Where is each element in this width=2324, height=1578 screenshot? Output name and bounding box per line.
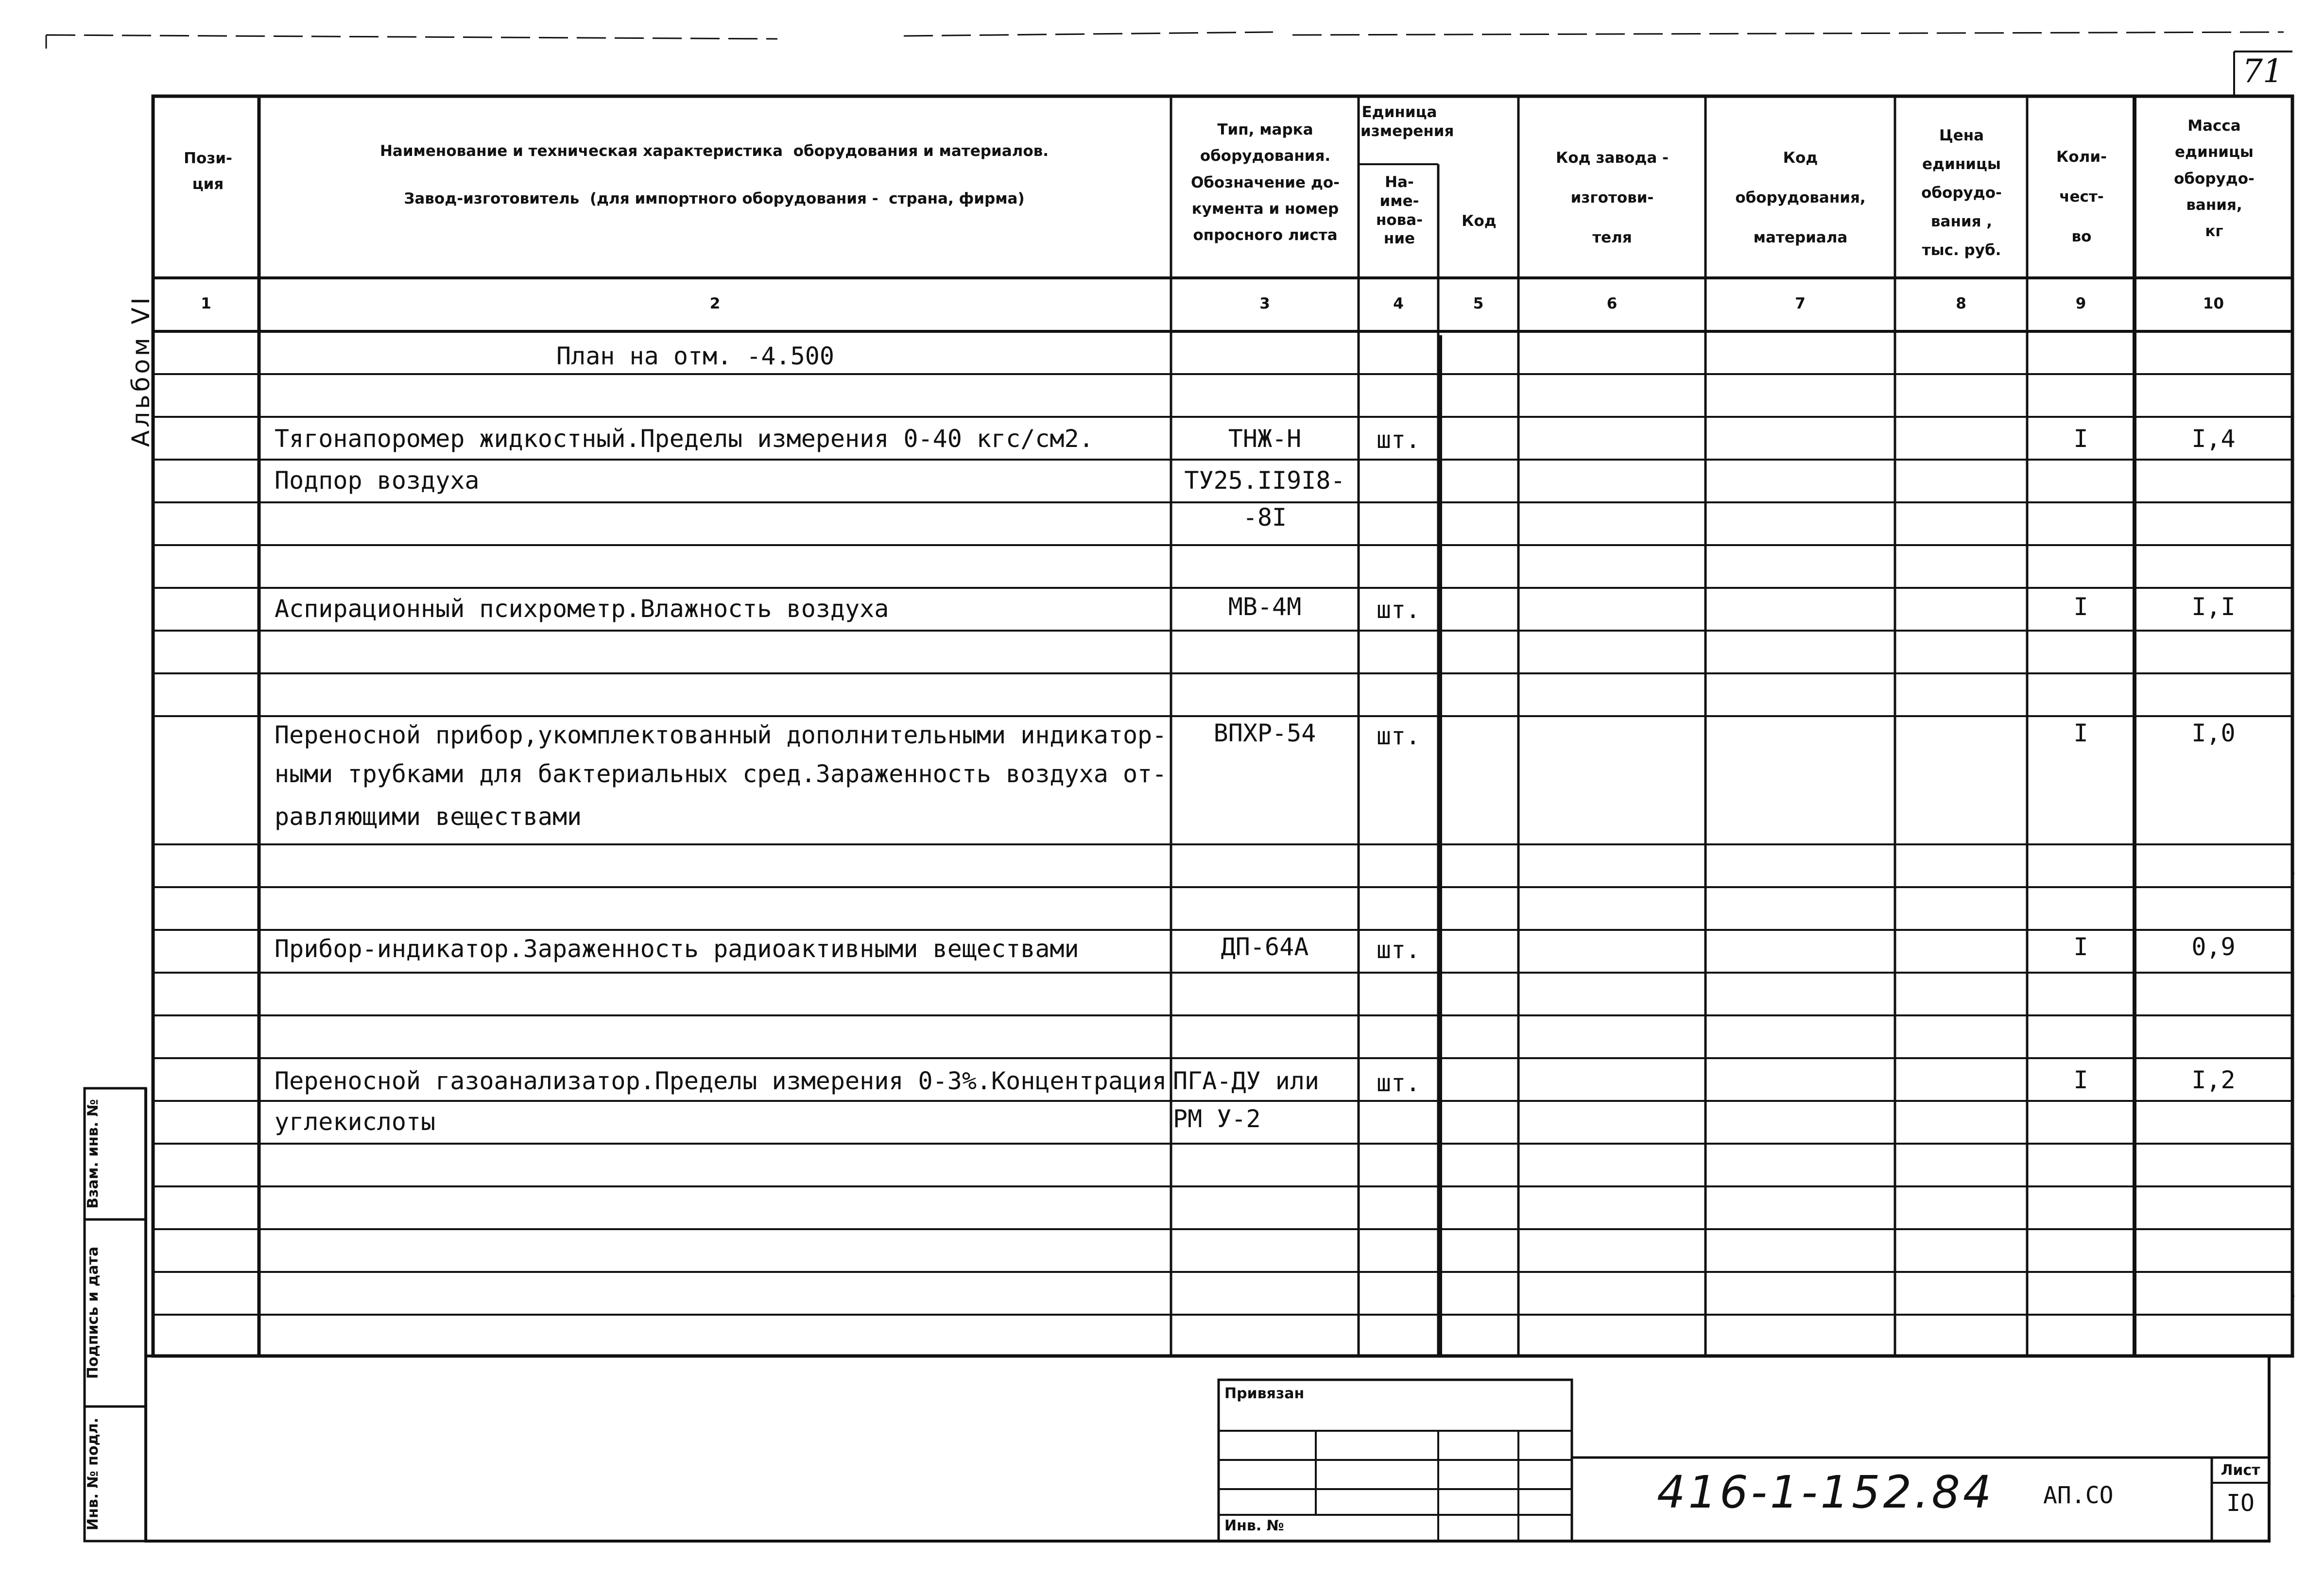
row-5-name-line1: Переносной газоанализатор.Пределы измерения 0-3%.Концентрация — [275, 1067, 1167, 1095]
row-3-unit: шт. — [1376, 722, 1421, 750]
stamp-inv-original: Инв. № подл. — [85, 1417, 102, 1531]
row-2-name-line1: Аспирационный психрометр.Влажность воздуха — [275, 595, 889, 623]
title-inv-no: Инв. № — [1224, 1517, 1284, 1534]
row-5-unit: шт. — [1376, 1069, 1421, 1097]
col-number-4: 4 — [1393, 295, 1404, 312]
row-5-type-line1: ПГА-ДУ или — [1173, 1067, 1320, 1095]
section-title: План на отм. -4.500 — [556, 342, 834, 370]
row-1-name-line2: Подпор воздуха — [275, 466, 480, 495]
col-number-10: 10 — [2203, 295, 2224, 312]
row-1-type-line2: ТУ25.II9I8- — [1184, 466, 1345, 495]
row-5-name-line2: углекислоты — [275, 1108, 436, 1136]
header-type: Тип, марка оборудования. Обозначение до- кумента и номер опросного листа — [1190, 121, 1340, 244]
stamp-vzam-inv: Взам. инв. № — [85, 1099, 102, 1209]
col-number-1: 1 — [201, 295, 211, 312]
row-5-type-line2: РМ У-2 — [1173, 1105, 1261, 1133]
header-quantity: Коли- чест- во — [2056, 148, 2107, 246]
col-number-6: 6 — [1606, 295, 1618, 312]
header-unit: Единица измерения — [1360, 103, 1454, 140]
header-position: Пози- ция — [184, 150, 232, 193]
row-1-type-line3: -8I — [1242, 503, 1287, 532]
page-number: 71 — [2242, 52, 2283, 90]
sheet-code: АП.СО — [2043, 1482, 2114, 1509]
row-1-name-line1: Тягонапоромер жидкостный.Пределы измерения 0-40 кгс/см2. — [275, 425, 1094, 453]
row-3-name-line2: ными трубками для бактериальных сред.Зараженность воздуха от- — [275, 760, 1167, 788]
col-number-8: 8 — [1956, 295, 1966, 312]
row-3-name-line1: Переносной прибор,укомплектованный дополнительными индикатор- — [275, 721, 1167, 749]
col-number-7: 7 — [1795, 295, 1806, 312]
row-4-mass: 0,9 — [2191, 933, 2236, 961]
header-price: Цена единицы оборудо- вания , тыс. руб. — [1921, 127, 2002, 259]
stamp-signature-date: Подпись и дата — [85, 1246, 102, 1379]
row-2-type-line1: МВ-4М — [1228, 593, 1302, 621]
title-privyazan: Привязан — [1224, 1385, 1305, 1402]
header-unit-name: На- име- нова- ние — [1376, 173, 1423, 248]
header-mass: Масса единицы оборудо- вания, кг — [2174, 117, 2255, 240]
row-4-quantity: I — [2073, 933, 2088, 961]
row-5-mass: I,2 — [2191, 1066, 2236, 1094]
row-1-mass: I,4 — [2191, 425, 2236, 453]
row-4-unit: шт. — [1376, 936, 1421, 964]
row-1-type-line1: ТНЖ-Н — [1228, 425, 1302, 453]
row-3-mass: I,0 — [2191, 719, 2236, 747]
row-3-quantity: I — [2073, 719, 2088, 747]
row-4-type-line1: ДП-64А — [1221, 933, 1309, 961]
row-1-quantity: I — [2073, 425, 2088, 453]
col-number-2: 2 — [709, 295, 721, 312]
row-2-mass: I,I — [2191, 593, 2236, 621]
row-1-unit: шт. — [1376, 426, 1421, 454]
row-2-quantity: I — [2073, 593, 2088, 621]
row-2-unit: шт. — [1376, 596, 1421, 624]
document-code: 416-1-152.84 — [1657, 1466, 1995, 1518]
header-unit-code: Код — [1462, 212, 1497, 230]
header-name-line2: Завод-изготовитель (для импортного оборудования - страна, фирма) — [404, 190, 1025, 207]
row-4-name-line1: Прибор-индикатор.Зараженность радиоактивными веществами — [275, 935, 1079, 963]
col-number-5: 5 — [1473, 295, 1484, 312]
col-number-3: 3 — [1259, 295, 1270, 312]
header-factory-code: Код завода - изготови- теля — [1556, 149, 1669, 247]
row-5-quantity: I — [2073, 1066, 2088, 1094]
header-name-line1: Наименование и техническая характеристика оборудования и материалов. — [379, 142, 1049, 160]
row-3-type-line1: ВПХР-54 — [1213, 719, 1316, 747]
col-number-9: 9 — [2075, 295, 2086, 312]
sheet-number: IO — [2226, 1490, 2255, 1517]
header-equipment-code: Код оборудования, материала — [1735, 149, 1866, 247]
row-3-name-line3: равляющими веществами — [275, 803, 582, 831]
album-label: Альбом VI — [127, 294, 155, 447]
sheet-label: Лист — [2221, 1462, 2260, 1479]
